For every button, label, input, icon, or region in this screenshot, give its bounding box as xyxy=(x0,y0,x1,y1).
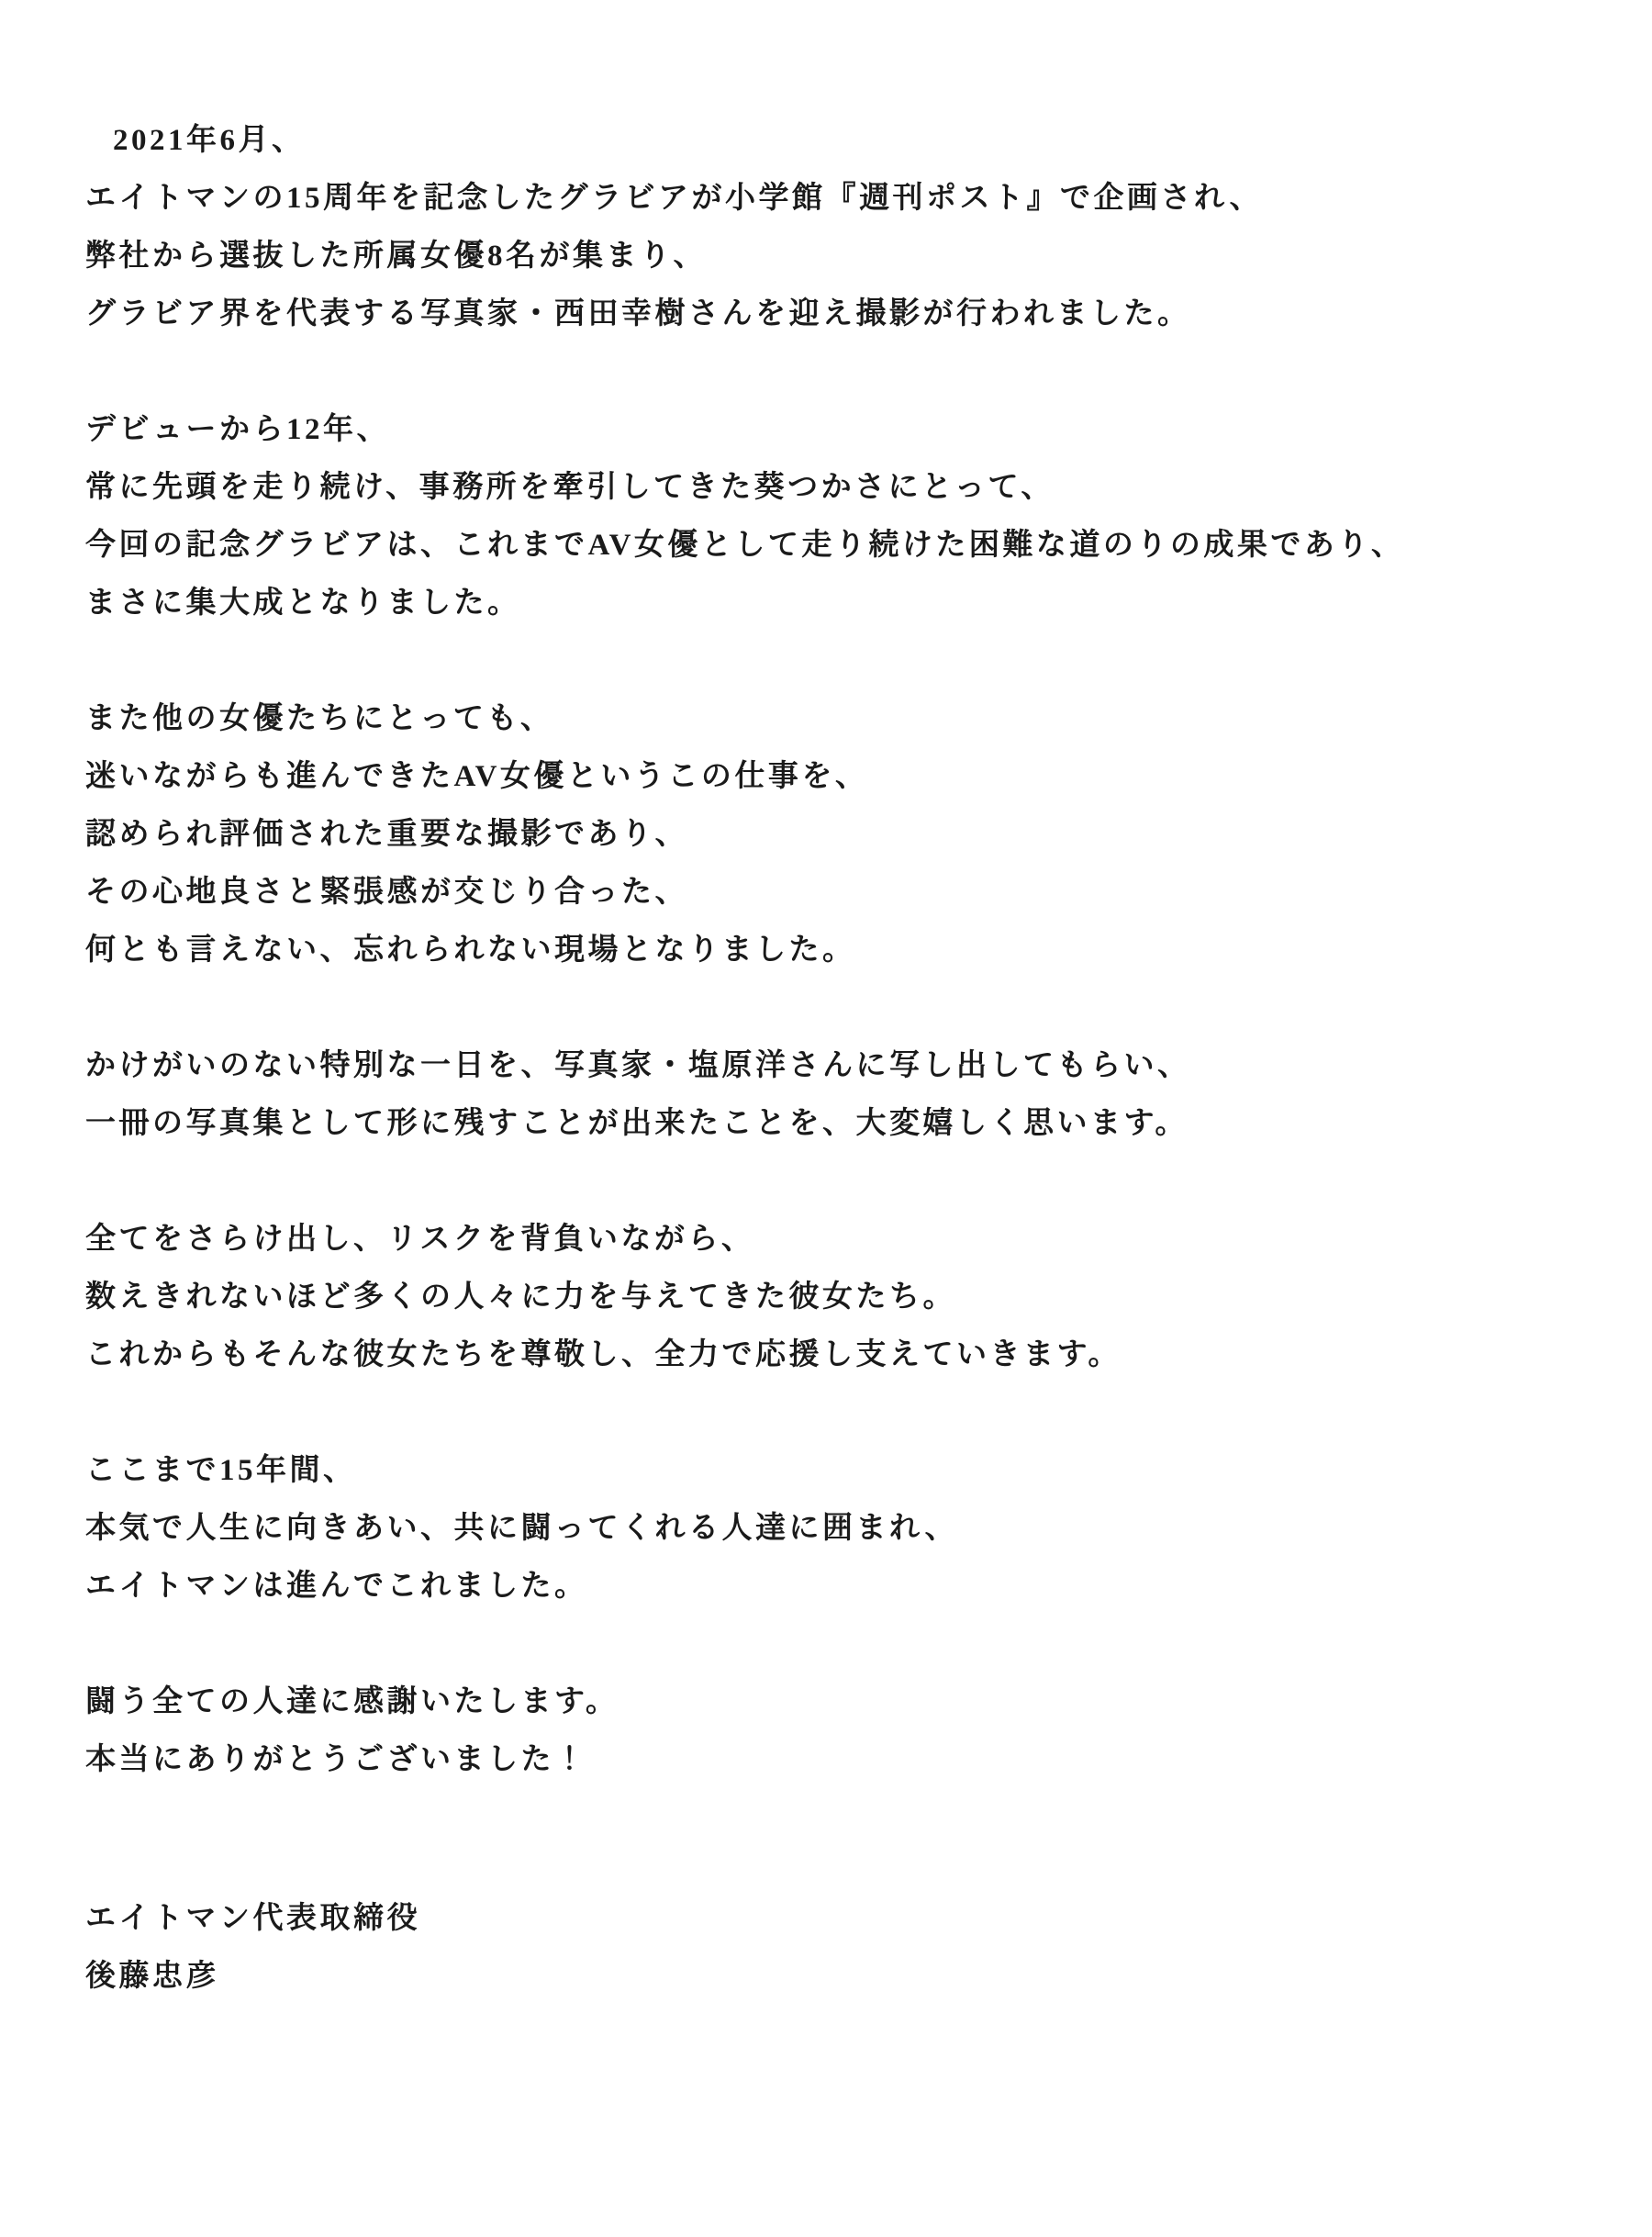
letter-line: まさに集大成となりました。 xyxy=(85,587,521,620)
letter-line: エイトマンの15周年を記念したグラビアが小学館『週刊ポスト』で企画され、 xyxy=(85,182,1263,215)
letter-line: その心地良さと緊張感が交じり合った、 xyxy=(85,876,688,909)
letter-paragraph xyxy=(85,1211,1597,1384)
letter-line: また他の女優たちにとっても、 xyxy=(85,702,554,735)
letter-line: ここまで15年間、 xyxy=(85,1454,357,1487)
letter-line: 全てをさらけ出し、リスクを背負いながら、 xyxy=(85,1223,755,1256)
letter-paragraph xyxy=(85,112,1597,343)
letter-line: 今回の記念グラビアは、これまでAV女優として走り続けた困難な道のりの成果であり、 xyxy=(85,529,1405,562)
letter-line: 本当にありがとうございました！ xyxy=(85,1743,588,1776)
letter-line: かけがいのない特別な一日を、写真家・塩原洋さんに写し出してもらい、 xyxy=(85,1049,1191,1082)
letter-line: デビューから12年、 xyxy=(85,413,390,446)
letter-line: これからもそんな彼女たちを尊敬し、全力で応援し支えていきます。 xyxy=(85,1338,1122,1371)
letter-paragraph xyxy=(85,1037,1597,1153)
letter-paragraph xyxy=(85,1442,1597,1616)
letter-line: 常に先頭を走り続け、事務所を牽引してきた葵つかさにとって、 xyxy=(85,471,1055,504)
letter-line: 2021年6月、 xyxy=(113,124,306,157)
letter-body xyxy=(85,112,1597,2006)
signature-name-line: 後藤忠彦 xyxy=(85,1960,219,1993)
letter-line: 闘う全ての人達に感謝いたします。 xyxy=(85,1685,620,1718)
letter-line: 一冊の写真集として形に残すことが出来たことを、大変嬉しく思います。 xyxy=(85,1107,1189,1140)
letter-line: 本気で人生に向きあい、共に闘ってくれる人達に囲まれ、 xyxy=(85,1512,958,1545)
letter-signature xyxy=(85,1890,1597,2006)
signature-title-line: エイトマン代表取締役 xyxy=(85,1902,420,1935)
letter-paragraph xyxy=(85,401,1597,632)
letter-paragraph xyxy=(85,1673,1597,1789)
letter-line: グラビア界を代表する写真家・西田幸樹さんを迎え撮影が行われました。 xyxy=(85,297,1191,330)
letter-paragraph xyxy=(85,690,1597,979)
letter-line: 迷いながらも進んできたAV女優というこの仕事を、 xyxy=(85,760,869,793)
letter-line: エイトマンは進んでこれました。 xyxy=(85,1570,588,1603)
letter-line: 弊社から選抜した所属女優8名が集まり、 xyxy=(85,240,707,273)
letter-line: 何とも言えない、忘れられない現場となりました。 xyxy=(85,934,856,967)
letter-line: 認められ評価された重要な撮影であり、 xyxy=(85,818,688,851)
letter-line: 数えきれないほど多くの人々に力を与えてきた彼女たち。 xyxy=(85,1281,956,1314)
